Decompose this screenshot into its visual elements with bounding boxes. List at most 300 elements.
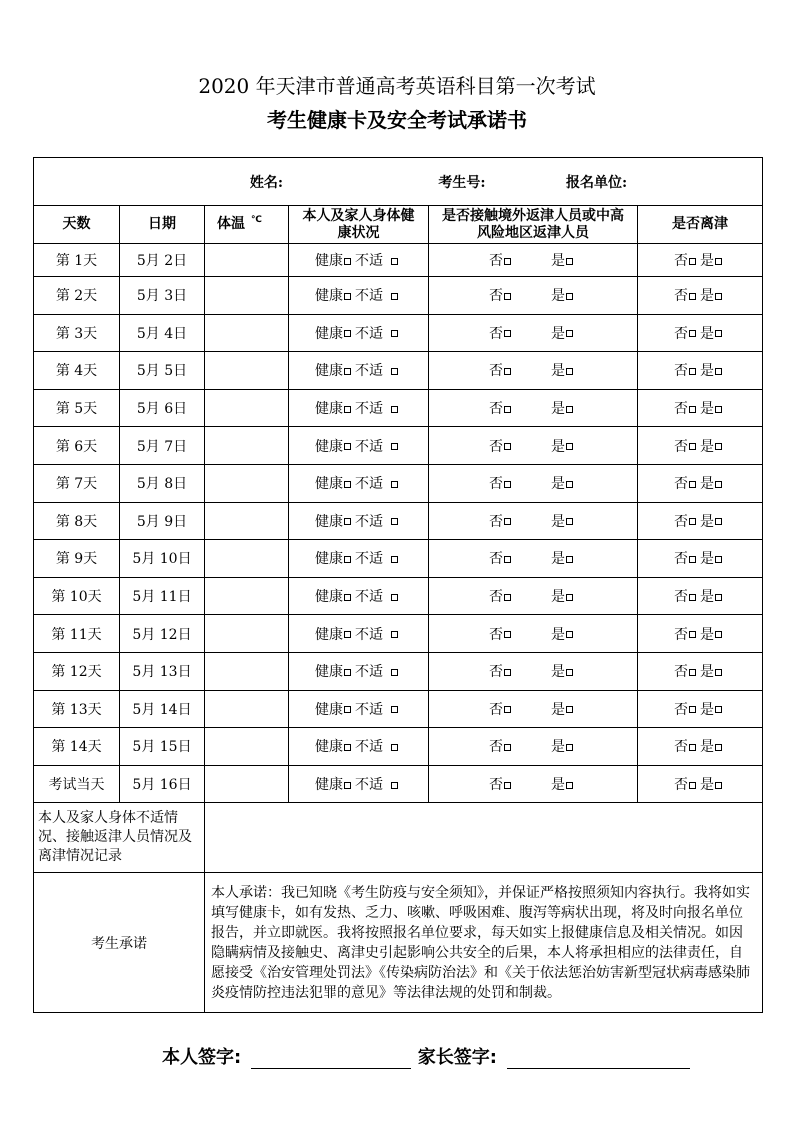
left-yes-checkbox[interactable] xyxy=(715,368,722,375)
unwell-checkbox[interactable] xyxy=(391,518,398,525)
left-tianjin-cell xyxy=(638,690,763,728)
daily-row xyxy=(34,690,763,728)
left-yes-label: 是 xyxy=(700,253,715,269)
left-tianjin-cell xyxy=(638,502,763,540)
unwell-checkbox[interactable] xyxy=(391,293,398,300)
contact-no-checkbox[interactable] xyxy=(504,330,511,337)
contact-yes-label: 是 xyxy=(551,401,565,418)
left-tianjin-cell xyxy=(638,540,763,578)
left-tianjin-cell xyxy=(638,765,763,803)
unwell-option-label: 不适 xyxy=(355,513,383,530)
healthy-option-label: 健康 xyxy=(315,401,343,418)
healthy-option-label: 健康 xyxy=(315,476,343,493)
contact-no-checkbox[interactable] xyxy=(504,293,511,300)
contact-yes-checkbox[interactable] xyxy=(566,744,573,751)
unwell-checkbox[interactable] xyxy=(391,631,398,638)
unwell-checkbox[interactable] xyxy=(391,258,398,265)
healthy-checkbox[interactable] xyxy=(344,368,351,375)
signature-row xyxy=(162,1043,690,1069)
contact-yes-checkbox[interactable] xyxy=(566,330,573,337)
unwell-option-label: 不适 xyxy=(355,438,383,455)
day-cell: 考试当天 xyxy=(34,765,120,803)
title-line-1: 2020 年天津市普通高考英语科目第一次考试 xyxy=(198,74,596,98)
date-cell: 5月 12日 xyxy=(120,615,205,653)
temperature-input[interactable] xyxy=(205,577,289,615)
contact-no-label: 否 xyxy=(489,551,503,568)
contact-no-checkbox[interactable] xyxy=(504,594,511,601)
date-cell: 5月 8日 xyxy=(120,464,205,502)
temperature-input[interactable] xyxy=(205,615,289,653)
left-no-checkbox[interactable] xyxy=(689,744,696,751)
contact-yes-label: 是 xyxy=(551,363,565,380)
healthy-checkbox[interactable] xyxy=(344,443,351,450)
contact-yes-label: 是 xyxy=(551,438,565,455)
left-yes-checkbox[interactable] xyxy=(715,518,722,525)
record-input[interactable] xyxy=(205,803,763,873)
unwell-option-label: 不适 xyxy=(355,363,383,380)
pledge-text: 本人承诺：我已知晓《考生防疫与安全须知》，并保证严格按照须知内容执行。我将如实填写健康卡，如有发热、乏力、咳嗽、呼吸困难、腹泻等病状出现，将及时向报名单位报告，并立即就医。我将按照报名单位要求，每天如实上报健康信息及相关情况。如因隐瞒病情及接触史、离津史引起影响公共安全的后果，本人将承担相应的法律责任，自愿接受《治安管理处罚法》《传染病防治法》和《关于依法惩治妨害新型冠状病毒感染肺炎疫情防控违法犯罪的意见》等法律法规的处罚和制裁。 xyxy=(205,873,763,1013)
date-cell: 5月 6日 xyxy=(120,389,205,427)
left-tianjin-cell xyxy=(638,427,763,465)
day-cell: 第 1天 xyxy=(34,244,120,277)
name-label: 姓名: xyxy=(249,174,284,191)
unwell-option-label: 不适 xyxy=(355,288,383,305)
left-tianjin-cell xyxy=(638,652,763,690)
healthy-option-label: 健康 xyxy=(315,253,343,269)
left-yes-checkbox[interactable] xyxy=(715,481,722,488)
contact-yes-checkbox[interactable] xyxy=(566,406,573,413)
left-no-label: 否 xyxy=(674,288,689,305)
unwell-option-label: 不适 xyxy=(355,551,383,568)
unwell-checkbox[interactable] xyxy=(391,706,398,713)
temperature-input[interactable] xyxy=(205,314,289,352)
contact-yes-checkbox[interactable] xyxy=(566,594,573,601)
left-no-label: 否 xyxy=(674,739,689,756)
health-status-cell xyxy=(289,352,429,390)
left-yes-checkbox[interactable] xyxy=(715,406,722,413)
temp-label: 体温 xyxy=(217,216,245,232)
contact-yes-checkbox[interactable] xyxy=(566,443,573,450)
contact-status-cell xyxy=(429,277,638,315)
contact-status-cell xyxy=(429,728,638,766)
day-cell: 第 2天 xyxy=(34,277,120,315)
left-yes-checkbox[interactable] xyxy=(715,594,722,601)
contact-no-label: 否 xyxy=(489,363,503,380)
contact-status-cell xyxy=(429,352,638,390)
header-date: 日期 xyxy=(120,206,205,244)
healthy-checkbox[interactable] xyxy=(344,330,351,337)
healthy-checkbox[interactable] xyxy=(344,518,351,525)
daily-row xyxy=(34,577,763,615)
unwell-option-label: 不适 xyxy=(355,476,383,493)
health-status-cell xyxy=(289,244,429,277)
contact-status-cell xyxy=(429,244,638,277)
healthy-option-label: 健康 xyxy=(315,664,343,681)
date-cell: 5月 14日 xyxy=(120,690,205,728)
contact-no-checkbox[interactable] xyxy=(504,406,511,413)
daily-row xyxy=(34,728,763,766)
contact-no-label: 否 xyxy=(489,777,503,794)
healthy-checkbox[interactable] xyxy=(344,556,351,563)
left-tianjin-cell xyxy=(638,577,763,615)
left-no-label: 否 xyxy=(674,476,689,493)
date-cell: 5月 13日 xyxy=(120,652,205,690)
day-cell: 第 11天 xyxy=(34,615,120,653)
daily-row xyxy=(34,427,763,465)
temperature-input[interactable] xyxy=(205,765,289,803)
left-yes-checkbox[interactable] xyxy=(715,669,722,676)
healthy-checkbox[interactable] xyxy=(344,782,351,789)
date-cell: 5月 9日 xyxy=(120,502,205,540)
temperature-input[interactable] xyxy=(205,427,289,465)
healthy-option-label: 健康 xyxy=(315,777,343,794)
left-no-label: 否 xyxy=(674,438,689,455)
left-yes-label: 是 xyxy=(700,513,715,530)
contact-yes-checkbox[interactable] xyxy=(566,631,573,638)
daily-row xyxy=(34,502,763,540)
unwell-option-label: 不适 xyxy=(355,777,383,794)
contact-yes-label: 是 xyxy=(551,288,565,305)
contact-no-label: 否 xyxy=(489,513,503,530)
contact-no-label: 否 xyxy=(489,438,503,455)
daily-row xyxy=(34,765,763,803)
healthy-checkbox[interactable] xyxy=(344,293,351,300)
contact-no-label: 否 xyxy=(489,476,503,493)
temperature-input[interactable] xyxy=(205,652,289,690)
left-tianjin-cell xyxy=(638,615,763,653)
temperature-input[interactable] xyxy=(205,502,289,540)
left-no-checkbox[interactable] xyxy=(689,406,696,413)
healthy-option-label: 健康 xyxy=(315,701,343,718)
healthy-checkbox[interactable] xyxy=(344,594,351,601)
contact-status-cell xyxy=(429,765,638,803)
healthy-checkbox[interactable] xyxy=(344,744,351,751)
left-yes-checkbox[interactable] xyxy=(715,258,722,265)
contact-status-cell xyxy=(429,427,638,465)
contact-yes-checkbox[interactable] xyxy=(566,293,573,300)
health-status-cell xyxy=(289,502,429,540)
contact-no-label: 否 xyxy=(489,664,503,681)
date-cell: 5月 10日 xyxy=(120,540,205,578)
unwell-checkbox[interactable] xyxy=(391,330,398,337)
health-status-cell xyxy=(289,652,429,690)
left-tianjin-cell xyxy=(638,464,763,502)
health-status-cell xyxy=(289,314,429,352)
daily-row xyxy=(34,540,763,578)
left-no-checkbox[interactable] xyxy=(689,669,696,676)
health-status-cell xyxy=(289,277,429,315)
unwell-checkbox[interactable] xyxy=(391,556,398,563)
healthy-option-label: 健康 xyxy=(315,438,343,455)
left-tianjin-cell xyxy=(638,277,763,315)
date-cell: 5月 3日 xyxy=(120,277,205,315)
daily-row xyxy=(34,652,763,690)
left-yes-checkbox[interactable] xyxy=(715,293,722,300)
unwell-checkbox[interactable] xyxy=(391,368,398,375)
left-yes-label: 是 xyxy=(700,438,715,455)
pledge-label: 考生承诺 xyxy=(34,873,205,1013)
contact-status-cell xyxy=(429,652,638,690)
left-no-checkbox[interactable] xyxy=(689,258,696,265)
parent-signature-line[interactable] xyxy=(507,1048,690,1069)
left-no-checkbox[interactable] xyxy=(689,556,696,563)
header-day: 天数 xyxy=(34,206,120,244)
daily-row xyxy=(34,277,763,315)
left-no-checkbox[interactable] xyxy=(689,368,696,375)
record-label: 本人及家人身体不适情况、接触返津人员情况及离津情况记录 xyxy=(34,803,205,873)
day-cell: 第 5天 xyxy=(34,389,120,427)
health-status-cell xyxy=(289,540,429,578)
contact-yes-label: 是 xyxy=(551,701,565,718)
header-left-tianjin: 是否离津 xyxy=(638,206,763,244)
left-no-checkbox[interactable] xyxy=(689,631,696,638)
contact-no-checkbox[interactable] xyxy=(504,782,511,789)
contact-no-checkbox[interactable] xyxy=(504,706,511,713)
left-yes-label: 是 xyxy=(700,325,715,342)
unwell-checkbox[interactable] xyxy=(391,406,398,413)
healthy-option-label: 健康 xyxy=(315,288,343,305)
date-cell: 5月 15日 xyxy=(120,728,205,766)
healthy-option-label: 健康 xyxy=(315,551,343,568)
unwell-option-label: 不适 xyxy=(355,253,383,269)
day-cell: 第 8天 xyxy=(34,502,120,540)
celsius-unit: ℃ xyxy=(251,215,262,226)
left-no-label: 否 xyxy=(674,513,689,530)
healthy-checkbox[interactable] xyxy=(344,669,351,676)
day-cell: 第 7天 xyxy=(34,464,120,502)
contact-status-cell xyxy=(429,615,638,653)
contact-no-label: 否 xyxy=(489,589,503,606)
contact-no-label: 否 xyxy=(489,288,503,305)
left-yes-checkbox[interactable] xyxy=(715,443,722,450)
unwell-option-label: 不适 xyxy=(355,739,383,756)
contact-no-label: 否 xyxy=(489,739,503,756)
left-no-label: 否 xyxy=(674,401,689,418)
left-yes-label: 是 xyxy=(700,551,715,568)
left-no-label: 否 xyxy=(674,701,689,718)
contact-no-label: 否 xyxy=(489,401,503,418)
header-health: 本人及家人身体健康状况 xyxy=(289,206,429,244)
left-yes-label: 是 xyxy=(700,777,715,794)
healthy-option-label: 健康 xyxy=(315,739,343,756)
unwell-checkbox[interactable] xyxy=(391,669,398,676)
healthy-option-label: 健康 xyxy=(315,325,343,342)
temperature-input[interactable] xyxy=(205,728,289,766)
header-temperature xyxy=(205,206,289,244)
day-cell: 第 4天 xyxy=(34,352,120,390)
day-cell: 第 9天 xyxy=(34,540,120,578)
health-status-cell xyxy=(289,464,429,502)
unwell-checkbox[interactable] xyxy=(391,744,398,751)
left-no-label: 否 xyxy=(674,626,689,643)
left-no-checkbox[interactable] xyxy=(689,443,696,450)
contact-status-cell xyxy=(429,577,638,615)
left-yes-checkbox[interactable] xyxy=(715,744,722,751)
parent-signature-label: 家长签字: xyxy=(417,1047,497,1068)
unwell-checkbox[interactable] xyxy=(391,594,398,601)
left-no-checkbox[interactable] xyxy=(689,518,696,525)
contact-no-label: 否 xyxy=(489,701,503,718)
contact-no-checkbox[interactable] xyxy=(504,556,511,563)
left-yes-label: 是 xyxy=(700,476,715,493)
left-no-checkbox[interactable] xyxy=(689,481,696,488)
left-yes-checkbox[interactable] xyxy=(715,330,722,337)
unwell-option-label: 不适 xyxy=(355,401,383,418)
unwell-option-label: 不适 xyxy=(355,589,383,606)
healthy-option-label: 健康 xyxy=(315,363,343,380)
left-no-label: 否 xyxy=(674,777,689,794)
contact-yes-label: 是 xyxy=(551,626,565,643)
left-no-label: 否 xyxy=(674,551,689,568)
contact-yes-checkbox[interactable] xyxy=(566,368,573,375)
temperature-input[interactable] xyxy=(205,389,289,427)
healthy-option-label: 健康 xyxy=(315,589,343,606)
healthy-checkbox[interactable] xyxy=(344,406,351,413)
left-yes-label: 是 xyxy=(700,626,715,643)
left-no-checkbox[interactable] xyxy=(689,594,696,601)
contact-yes-checkbox[interactable] xyxy=(566,706,573,713)
health-status-cell xyxy=(289,690,429,728)
left-yes-label: 是 xyxy=(700,701,715,718)
healthy-checkbox[interactable] xyxy=(344,481,351,488)
contact-no-checkbox[interactable] xyxy=(504,258,511,265)
left-no-checkbox[interactable] xyxy=(689,706,696,713)
daily-row xyxy=(34,244,763,277)
registration-unit-label: 报名单位: xyxy=(565,174,628,191)
contact-no-checkbox[interactable] xyxy=(504,744,511,751)
healthy-checkbox[interactable] xyxy=(344,631,351,638)
contact-status-cell xyxy=(429,690,638,728)
health-status-cell xyxy=(289,765,429,803)
left-yes-checkbox[interactable] xyxy=(715,556,722,563)
contact-no-checkbox[interactable] xyxy=(504,368,511,375)
contact-no-checkbox[interactable] xyxy=(504,669,511,676)
health-status-cell xyxy=(289,728,429,766)
contact-status-cell xyxy=(429,314,638,352)
left-yes-checkbox[interactable] xyxy=(715,631,722,638)
unwell-option-label: 不适 xyxy=(355,626,383,643)
contact-yes-label: 是 xyxy=(551,253,565,269)
left-no-checkbox[interactable] xyxy=(689,293,696,300)
exam-number-label: 考生号: xyxy=(438,174,486,191)
daily-row xyxy=(34,464,763,502)
left-tianjin-cell xyxy=(638,389,763,427)
health-card-table xyxy=(33,157,763,1013)
contact-yes-checkbox[interactable] xyxy=(566,669,573,676)
day-cell: 第 14天 xyxy=(34,728,120,766)
candidate-info-row xyxy=(34,158,763,206)
left-yes-label: 是 xyxy=(700,288,715,305)
left-no-label: 否 xyxy=(674,664,689,681)
left-tianjin-cell xyxy=(638,728,763,766)
contact-yes-checkbox[interactable] xyxy=(566,782,573,789)
left-yes-label: 是 xyxy=(700,664,715,681)
day-cell: 第 13天 xyxy=(34,690,120,728)
contact-status-cell xyxy=(429,464,638,502)
contact-yes-checkbox[interactable] xyxy=(566,481,573,488)
day-cell: 第 12天 xyxy=(34,652,120,690)
unwell-checkbox[interactable] xyxy=(391,481,398,488)
contact-no-label: 否 xyxy=(489,253,503,269)
daily-row xyxy=(34,615,763,653)
left-tianjin-cell xyxy=(638,314,763,352)
healthy-option-label: 健康 xyxy=(315,513,343,530)
daily-row xyxy=(34,352,763,390)
healthy-checkbox[interactable] xyxy=(344,258,351,265)
left-tianjin-cell xyxy=(638,244,763,277)
temperature-input[interactable] xyxy=(205,540,289,578)
left-no-label: 否 xyxy=(674,325,689,342)
self-signature-label: 本人签字: xyxy=(162,1047,242,1068)
left-no-checkbox[interactable] xyxy=(689,782,696,789)
unwell-checkbox[interactable] xyxy=(391,782,398,789)
contact-no-checkbox[interactable] xyxy=(504,631,511,638)
left-yes-label: 是 xyxy=(700,401,715,418)
left-no-label: 否 xyxy=(674,253,689,269)
contact-no-label: 否 xyxy=(489,626,503,643)
health-status-cell xyxy=(289,427,429,465)
contact-yes-label: 是 xyxy=(551,589,565,606)
contact-no-checkbox[interactable] xyxy=(504,518,511,525)
left-yes-checkbox[interactable] xyxy=(715,782,722,789)
contact-status-cell xyxy=(429,540,638,578)
contact-yes-label: 是 xyxy=(551,325,565,342)
health-status-cell xyxy=(289,389,429,427)
left-yes-label: 是 xyxy=(700,363,715,380)
temperature-input[interactable] xyxy=(205,464,289,502)
contact-yes-checkbox[interactable] xyxy=(566,518,573,525)
contact-yes-label: 是 xyxy=(551,476,565,493)
day-cell: 第 3天 xyxy=(34,314,120,352)
date-cell: 5月 11日 xyxy=(120,577,205,615)
temperature-input[interactable] xyxy=(205,690,289,728)
healthy-checkbox[interactable] xyxy=(344,706,351,713)
contact-yes-label: 是 xyxy=(551,739,565,756)
left-yes-label: 是 xyxy=(700,589,715,606)
temperature-input[interactable] xyxy=(205,244,289,277)
health-status-cell xyxy=(289,577,429,615)
left-no-checkbox[interactable] xyxy=(689,330,696,337)
header-contact: 是否接触境外返津人员或中高风险地区返津人员 xyxy=(429,206,638,244)
date-cell: 5月 16日 xyxy=(120,765,205,803)
contact-yes-checkbox[interactable] xyxy=(566,258,573,265)
daily-row xyxy=(34,389,763,427)
left-yes-checkbox[interactable] xyxy=(715,706,722,713)
temperature-input[interactable] xyxy=(205,352,289,390)
date-cell: 5月 5日 xyxy=(120,352,205,390)
left-yes-label: 是 xyxy=(700,739,715,756)
unwell-checkbox[interactable] xyxy=(391,443,398,450)
day-cell: 第 10天 xyxy=(34,577,120,615)
unwell-option-label: 不适 xyxy=(355,701,383,718)
temperature-input[interactable] xyxy=(205,277,289,315)
contact-no-checkbox[interactable] xyxy=(504,443,511,450)
contact-yes-label: 是 xyxy=(551,664,565,681)
contact-yes-label: 是 xyxy=(551,777,565,794)
contact-status-cell xyxy=(429,502,638,540)
contact-yes-checkbox[interactable] xyxy=(566,556,573,563)
date-cell: 5月 4日 xyxy=(120,314,205,352)
contact-no-checkbox[interactable] xyxy=(504,481,511,488)
self-signature-line[interactable] xyxy=(251,1048,411,1069)
left-tianjin-cell xyxy=(638,352,763,390)
unwell-option-label: 不适 xyxy=(355,325,383,342)
date-cell: 5月 7日 xyxy=(120,427,205,465)
left-no-label: 否 xyxy=(674,589,689,606)
unwell-option-label: 不适 xyxy=(355,664,383,681)
healthy-option-label: 健康 xyxy=(315,626,343,643)
daily-row xyxy=(34,314,763,352)
